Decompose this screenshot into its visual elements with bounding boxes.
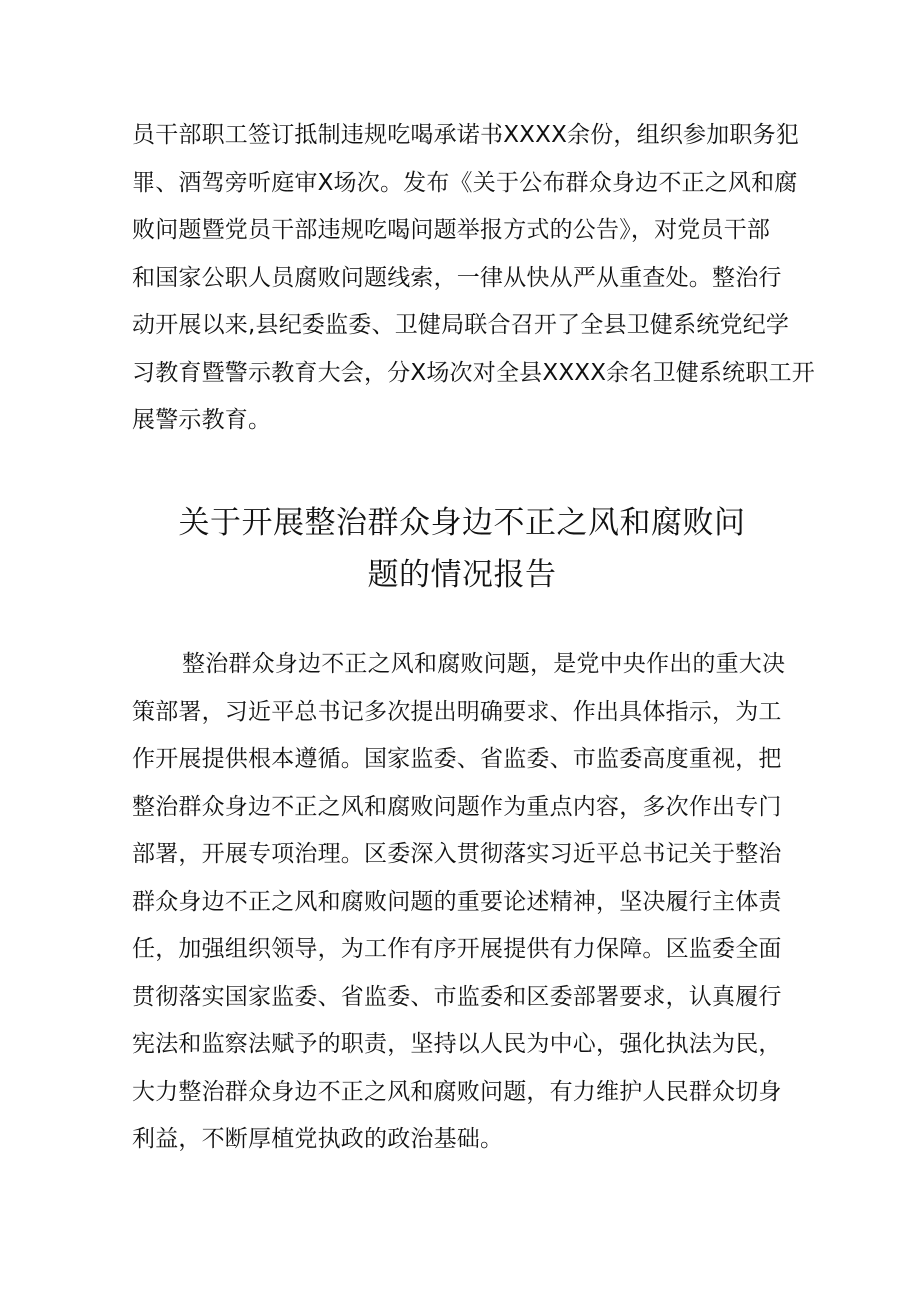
intro-line-6: 习教育暨警示教育大会，分X场次对全县XXXX余名卫健系统职工开 — [132, 359, 815, 386]
intro-line-2: 罪、酒驾旁听庭审X场次。发布《关于公布群众身边不正之风和腐 — [132, 169, 798, 196]
body-line-6: 群众身边不正之风和腐败问题的重要论述精神，坚决履行主体责 — [132, 888, 782, 915]
intro-line-7: 展警示教育。 — [132, 407, 272, 433]
body-line-5: 部署，开展专项治理。区委深入贯彻落实习近平总书记关于整治 — [132, 841, 782, 867]
document-title — [132, 497, 792, 601]
title-line-1: 关于开展整治群众身边不正之风和腐败问 — [178, 505, 746, 541]
body-line-4: 整治群众身边不正之风和腐败问题作为重点内容，多次作出专门 — [132, 793, 782, 820]
body-paragraph — [132, 641, 792, 1164]
intro-paragraph — [132, 112, 815, 445]
intro-line-4: 和国家公职人员腐败问题线索，一律从快从严从重查处。整治行 — [132, 264, 782, 291]
intro-line-3: 败问题暨党员干部违规吃喝问题举报方式的公告》，对党员干部 — [132, 217, 771, 243]
intro-line-5: 动开展以来,县纪委监委、卫健局联合召开了全县卫健系统党纪学 — [132, 312, 790, 338]
body-line-11: 利益，不断厚植党执政的政治基础。 — [132, 1126, 504, 1152]
intro-line-1: 员干部职工签订抵制违规吃喝承诺书XXXX余份，组织参加职务犯 — [132, 122, 800, 148]
body-line-1: 整治群众身边不正之风和腐败问题，是党中央作出的重大决 — [182, 651, 786, 677]
body-line-3: 作开展提供根本遵循。国家监委、省监委、市监委高度重视，把 — [132, 746, 782, 772]
body-line-10: 大力整治群众身边不正之风和腐败问题，有力维护人民群众切身 — [132, 1078, 782, 1105]
title-line-2: 题的情况报告 — [367, 557, 557, 593]
body-line-8: 贯彻落实国家监委、省监委、市监委和区委部署要求，认真履行 — [132, 983, 782, 1010]
body-line-7: 任，加强组织领导，为工作有序开展提供有力保障。区监委全面 — [132, 936, 782, 962]
body-line-2: 策部署，习近平总书记多次提出明确要求、作出具体指示，为工 — [132, 698, 782, 725]
body-line-9: 宪法和监察法赋予的职责，坚持以人民为中心，强化执法为民， — [132, 1031, 782, 1057]
